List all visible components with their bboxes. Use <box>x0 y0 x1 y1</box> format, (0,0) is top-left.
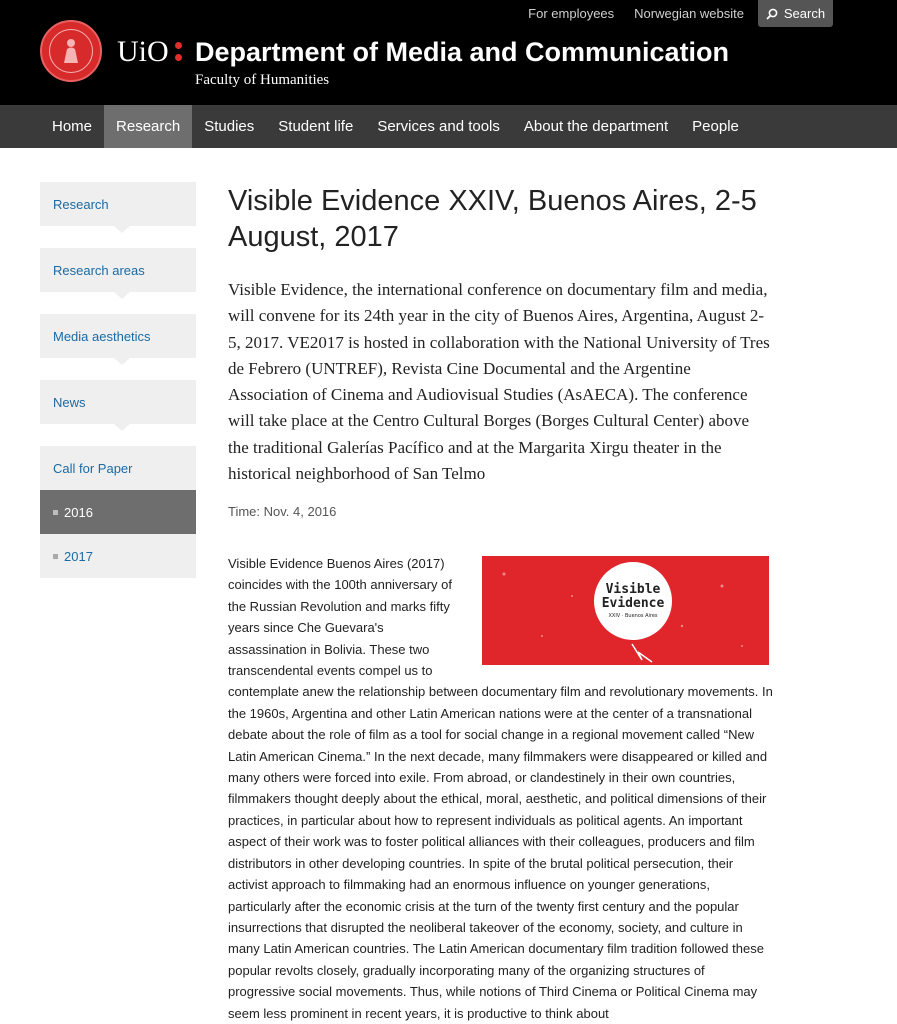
uio-logo-text[interactable]: UiO <box>117 35 169 68</box>
search-button[interactable] <box>758 0 833 27</box>
nav-services-and-tools[interactable]: Services and tools <box>377 118 500 135</box>
search-icon <box>766 8 778 20</box>
sidebar-notch <box>114 292 130 299</box>
article-body-text: Visible Evidence Buenos Aires (2017) coincides with the 100th anniversary of the Russian Revolution and marks fifty years since Che Guevara's assassination in Bolivia. These two transcendental events compel us to contemplate anew the relationship between documentary film and revolutionary movements. In the 1960s, Argentina and other Latin American nations were at the center of a transnational debate about the role of film as a tool for social change in a regional movement called “New Latin American Cinema.” In the next decade, many filmmakers were disappeared or killed and many others were forced into exile. From abroad, or clandestinely in their own countries, filmmakers thought deeply about the ethical, moral, aesthetic, and political dimensions of their practices, in particular about how to represent individuals as political agents. An important aspect of their work was to foster political alliances with their colleagues, producers and film distributors in other developing countries. In spite of the brutal political persecution, their activist approach to filmmaking had an enormous influence on younger generations, particularly after the economic crisis at the turn of the twenty first century and the popular insurrections that disrupted the neoliberal takeover of the economy, society, and culture in many Latin American countries. The Latin American documentary film tradition followed these popular revolts closely, gradually incorporating many of the organizing structures of progressive social movements. Thus, while notions of Third Cinema or Political Cinema may seem less prominent in recent years, it is productive to think about <box>228 556 773 1021</box>
sidebar-item-research-areas[interactable] <box>40 248 196 292</box>
bullet-square-icon <box>53 510 58 515</box>
article-lead: Visible Evidence, the international conference on documentary film and media, will convene for its 24th year in the city of Buenos Aires, Argentina, August 2-5, 2017. VE2017 is hosted in collaboration with the National University of Tres de Febrero (UNTREF), Revista Cine Documental and the Argentine Association of Cinema and Audiovisual Studies (AsAECA). The conference will take place at the Centro Cultural Borges (Borges Cultural Center) above the traditional Galerías Pacífico and at the Margarita Xirgu theater in the historical neighborhood of San Telmo <box>228 280 770 484</box>
nav-people[interactable]: People <box>692 118 739 135</box>
seal-figure-icon <box>59 37 83 65</box>
article-body <box>228 553 773 1024</box>
sidebar-item-label: Media aesthetics <box>53 328 151 344</box>
nav-research[interactable]: Research <box>104 105 192 148</box>
site-header <box>0 0 897 105</box>
article-title: Visible Evidence XXIV, Buenos Aires, 2-5 August, 2017 <box>228 185 757 253</box>
article-time: Time: Nov. 4, 2016 <box>228 504 337 519</box>
sidebar-item-news[interactable] <box>40 380 196 424</box>
sidebar-item-label: News <box>53 394 86 410</box>
faculty-name[interactable]: Faculty of Humanities <box>195 72 330 88</box>
main-nav <box>0 105 897 148</box>
nav-studies[interactable]: Studies <box>204 118 255 135</box>
sidebar-subitem-2017[interactable] <box>40 534 196 578</box>
sidebar-subitem-label: 2017 <box>64 548 93 564</box>
banner-line-1: Visible <box>605 582 661 597</box>
nav-about-the-department[interactable]: About the department <box>523 118 669 135</box>
sidebar-notch <box>114 424 130 431</box>
banner-line-3: XXIV · Buenos Aires <box>608 613 658 619</box>
search-label: Search <box>783 6 826 21</box>
sidebar <box>40 182 196 578</box>
banner-line-2: Evidence <box>601 596 665 611</box>
department-title[interactable]: Department of Media and Communication <box>195 37 730 67</box>
nav-student-life[interactable]: Student life <box>278 118 354 135</box>
nav-home[interactable]: Home <box>52 118 93 135</box>
sidebar-subitem-label: 2016 <box>64 504 93 520</box>
sidebar-item-research[interactable] <box>40 182 196 226</box>
norwegian-website-link[interactable]: Norwegian website <box>634 6 744 21</box>
uio-logo-dots <box>175 42 182 66</box>
sidebar-item-media-aesthetics[interactable] <box>40 314 196 358</box>
sidebar-item-label: Call for Paper <box>53 460 133 476</box>
sidebar-notch <box>114 358 130 365</box>
university-seal-logo[interactable] <box>40 20 102 82</box>
for-employees-link[interactable]: For employees <box>528 6 615 21</box>
sidebar-item-label: Research <box>53 196 109 212</box>
bullet-square-icon <box>53 554 58 559</box>
sidebar-notch <box>114 226 130 233</box>
seal-inner-ring <box>49 29 93 73</box>
sidebar-item-call-for-paper[interactable] <box>40 446 196 490</box>
image-float-spacer <box>463 553 773 671</box>
top-links <box>508 0 744 27</box>
sidebar-item-label: Research areas <box>53 262 145 278</box>
sidebar-subitem-2016[interactable] <box>40 490 196 534</box>
